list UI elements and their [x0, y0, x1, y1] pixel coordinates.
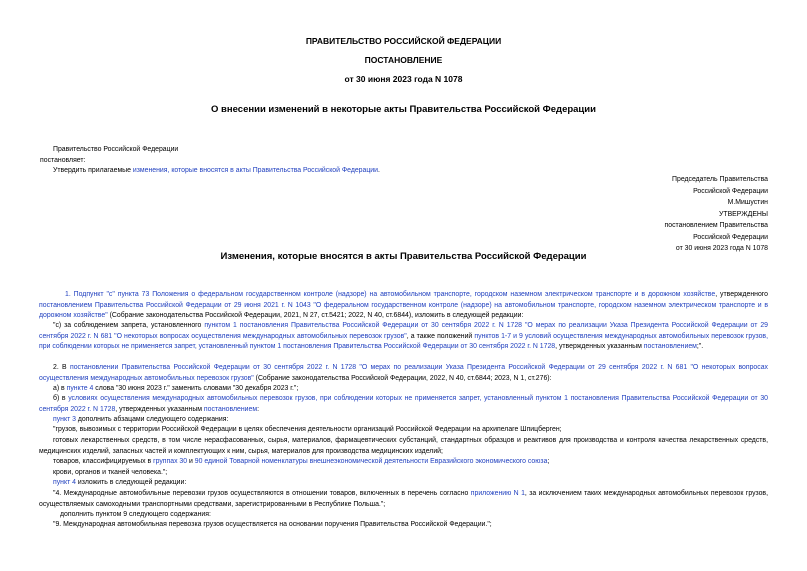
intro-line-decides: постановляет:	[40, 157, 86, 164]
paragraph-2-b: б) в условиях осуществления международных автомобильных перевозок грузов, при соблюдении которых не применяется запрет, установленный пунктом 1 постановления Правительства Российской Федерации от 30 сентября 2022 г. N 1728, утвержденных указанным постановлением:	[39, 395, 769, 413]
header-org: ПРАВИТЕЛЬСТВО РОССИЙСКОЙ ФЕДЕРАЦИИ	[305, 36, 502, 46]
group-30-link[interactable]: группах 30	[153, 458, 188, 465]
signature-line: Российской Федерации	[693, 233, 768, 241]
changes-title: Изменения, которые вносятся в акты Правительства Российской Федерации	[220, 251, 587, 262]
intro-approve-suffix: .	[377, 167, 380, 174]
quote-point-4: "4. Международные автомобильные перевозки грузов осуществляются в отношении товаров, включенных в перечень согласно приложению N 1, за исключением таких международных автомобильных перевозок грузов, осуществляемых самоходными транспортными средствами, зарегистрированными в Республике Польша.";	[39, 490, 769, 508]
signature-line: УТВЕРЖДЕНЫ	[719, 210, 768, 218]
decree-1043-link[interactable]: постановлением Правительства Российской Федерации от 29 июня 2021 г. N 1043 "О федеральном государственном контроле (надзоре) на автомобильном транспорте, городском наземном электрическом транспорте и в дорожном хозяйстве"	[39, 301, 768, 319]
quote-blood: крови, органов и тканей человека.";	[53, 469, 168, 476]
signature-line: Председатель Правительства	[672, 176, 768, 183]
point-4-link[interactable]: пункт 4	[53, 479, 76, 486]
add-point-9: дополнить пунктом 9 следующего содержания:	[60, 511, 211, 518]
signature-line: постановлением Правительства	[664, 222, 768, 229]
document-title: О внесении изменений в некоторые акты Правительства Российской Федерации	[211, 104, 596, 115]
header-date-number: от 30 июня 2023 года N 1078	[344, 74, 463, 84]
paragraph-2-a: а) в пункте 4 слова "30 июня 2023 г." заменить словами "30 декабря 2023 г.";	[53, 385, 299, 392]
intro-approve	[53, 166, 380, 177]
signature-block	[508, 174, 768, 255]
decree-link[interactable]: постановлением	[203, 405, 258, 413]
regulation-link[interactable]: 1. Подпункт "с" пункта 73 Положения о федеральном государственном контроле (надзоре) на автомобильном транспорте, городском наземном электрическом транспорте и в дорожном хозяйстве	[65, 291, 716, 298]
changes-link[interactable]: изменения, которые вносятся в акты Правительства Российской Федерации	[132, 167, 378, 174]
decree-1728-link[interactable]: пунктом 1 постановления Правительства Российской Федерации от 30 сентября 2022 г. N 1728 "О мерах по реализации Указа Президента Российской Федерации от 29 сентября 2022 г. N 681 "О некоторых вопросах осуществления международных автомобильных перевозок грузов"	[39, 322, 768, 340]
quote-point-9: "9. Международная автомобильная перевозка грузов осуществляется на основании поручения Правительства Российской Федерации.";	[53, 521, 492, 528]
quote-goods-groups: товаров, классифицируемых в группах 30 и 90 единой Товарной номенклатуры внешнеэкономической деятельности Евразийского экономического союза;	[53, 458, 550, 465]
point-4-link[interactable]: пункте 4	[66, 385, 94, 392]
signature-line: от 30 июня 2023 года N 1078	[675, 245, 768, 252]
quote-medicines: готовых лекарственных средств, в том числе нерасфасованных, сырья, материалов, фармацевтических субстанций, стандартных образцов и реактивов для производства и контроля качества лекарственных средств, медицинских изделий, запасных частей и комплектующих к ним, сырья, материалов для производства медицинских изделий;	[39, 437, 768, 455]
conditions-link[interactable]: условиях осуществления международных автомобильных перевозок грузов, при соблюдении которых не применяется запрет, установленный пунктом 1 постановления Правительства Российской Федерации от 30 сентября 2022 г. N 1728	[39, 395, 769, 413]
point-4-line: пункт 4 изложить в следующей редакции:	[53, 479, 187, 486]
conditions-link[interactable]: пунктов 1-7 и 9 условий осуществления международных автомобильных перевозок грузов, при соблюдении которых не применяется запрет, установленный пунктом 1 постановления Правительства Российской Федерации от 30 сентября 2022 г. N 1728	[39, 332, 769, 350]
header-doc-type: ПОСТАНОВЛЕНИЕ	[364, 55, 443, 65]
intro-approve-prefix: Утвердить прилагаемые	[53, 167, 133, 174]
paragraph-1: 1. Подпункт "с" пункта 73 Положения о федеральном государственном контроле (надзоре) на автомобильном транспорте, городском наземном электрическом транспорте и в дорожном хозяйстве, утвержденного постановлением Правительства Российской Федерации от 29 июня 2021 г. N 1043 "О федеральном государственном контроле (надзоре) на автомобильном транспорте, городском наземном электрическом транспорте и в дорожном хозяйстве" (Собрание законодательства Российской Федерации, 2021, N 27, ст.5421; 2022, N 40, ст.6844), изложить в следующей редакции:	[39, 291, 768, 319]
appendix-1-link[interactable]: приложению N 1	[470, 490, 525, 497]
signature-line: М.Мишустин	[727, 199, 768, 206]
signature-line: Российской Федерации	[693, 187, 768, 195]
nomenclature-link[interactable]: 90 единой Товарной номенклатуры внешнеэкономической деятельности Евразийского экономического союза	[194, 458, 548, 465]
point-3-line: пункт 3 дополнить абзацами следующего содержания:	[53, 416, 229, 423]
quote-spitsbergen: "грузов, вывозимых с территории Российской Федерации в целях обеспечения деятельности организаций Российской Федерации на архипелаге Шпицберген;	[53, 426, 562, 433]
paragraph-2: 2. В постановлении Правительства Российской Федерации от 30 сентября 2022 г. N 1728 "О мерах по реализации Указа Президента Российской Федерации от 29 сентября 2022 г. N 681 "О некоторых вопросах осуществления международных автомобильных перевозок грузов" (Собрание законодательства Российской Федерации, 2022, N 40, ст.6844; 2023, N 1, ст.276):	[39, 364, 768, 382]
decree-link[interactable]: постановлением	[643, 343, 697, 350]
paragraph-1-c: "с) за соблюдением запрета, установленного пунктом 1 постановления Правительства Российской Федерации от 30 сентября 2022 г. N 1728 "О мерах по реализации Указа Президента Российской Федерации от 29 сентября 2022 г. N 681 "О некоторых вопросах осуществления международных автомобильных перевозок грузов", а также положений пунктов 1-7 и 9 условий осуществления международных автомобильных перевозок грузов, при соблюдении которых не применяется запрет, установленный пунктом 1 постановления Правительства Российской Федерации от 30 сентября 2022 г. N 1728, утвержденных указанным постановлением;".	[39, 322, 769, 350]
decree-1728-link[interactable]: постановлении Правительства Российской Федерации от 30 сентября 2022 г. N 1728 "О мерах по реализации Указа Президента Российской Федерации от 29 сентября 2022 г. N 681 "О некоторых вопросах осуществления международных автомобильных перевозок грузов"	[39, 364, 768, 382]
point-3-link[interactable]: пункт 3	[53, 416, 76, 423]
intro-line-government: Правительство Российской Федерации	[53, 146, 179, 153]
